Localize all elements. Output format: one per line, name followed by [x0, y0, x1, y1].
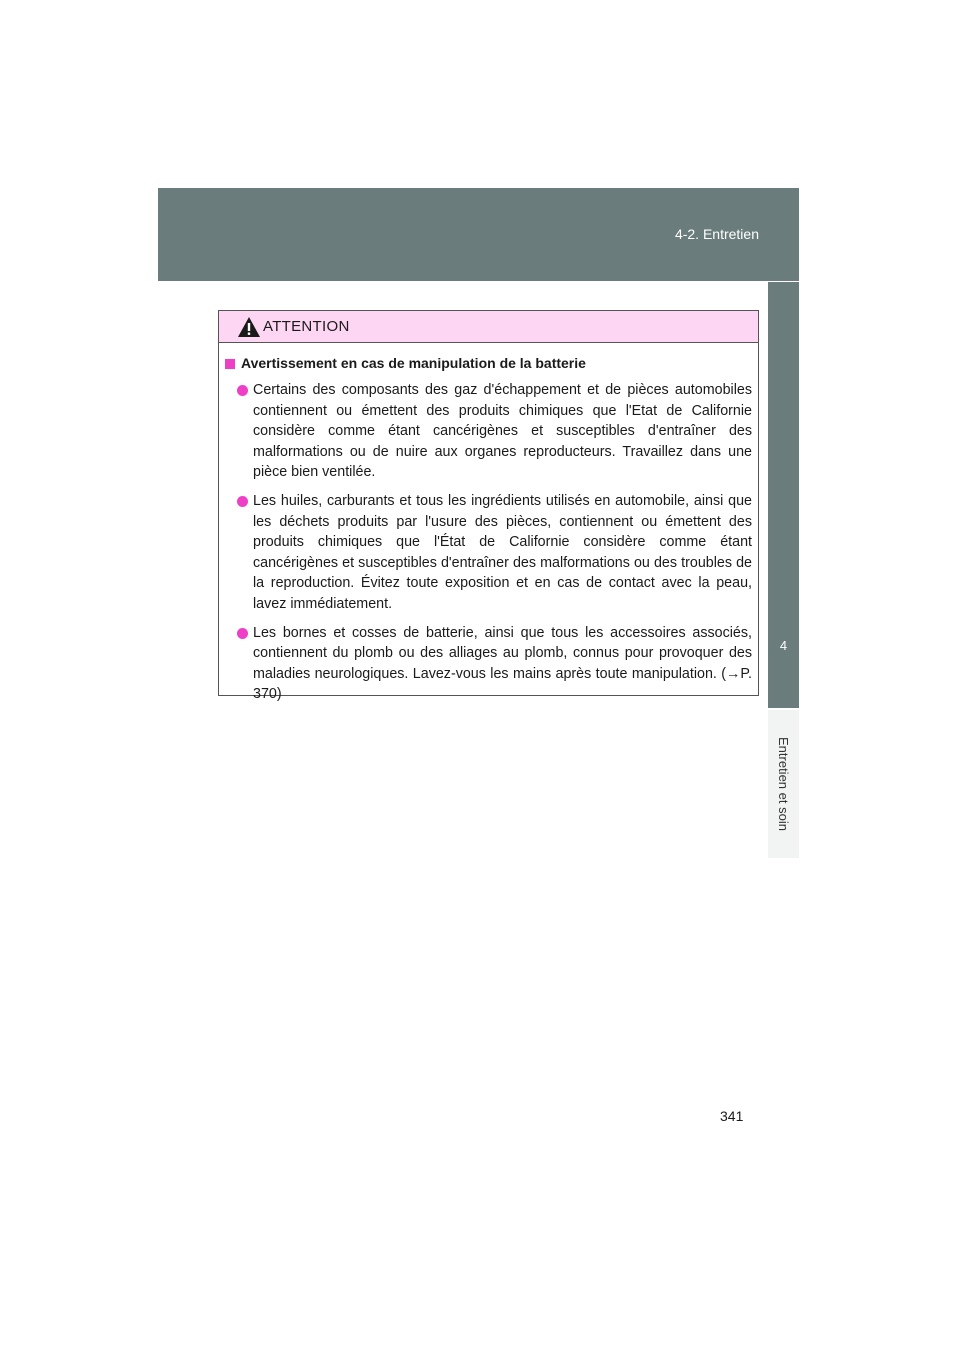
chapter-tab — [768, 282, 799, 708]
warning-triangle-icon — [237, 316, 261, 338]
bullet-icon — [237, 385, 248, 396]
list-item — [237, 491, 752, 615]
list-item-text: Certains des composants des gaz d'échappement et de pièces automobiles contiennent ou émettent des produits chimiques que l'Etat de Californie considère comme étant cancérigènes et susceptibles d'entraîner des malformations ou de nuire aux organes reproducteurs. Travaillez dans une pièce bien ventilée. — [253, 382, 752, 481]
chapter-title: Entretien et soin — [776, 737, 791, 831]
list-item-text: Les bornes et cosses de batterie, ainsi que tous les accessoires associés, contiennent du plomb ou des alliages au plomb, connus pour provoquer des maladies neurologiques. Lavez-vous les mains après toute manipulation. (→P. 370) — [253, 624, 752, 703]
attention-body — [219, 343, 758, 705]
list-item — [237, 380, 752, 483]
page-number: 341 — [720, 1108, 744, 1124]
header-band — [158, 188, 799, 281]
square-bullet-icon — [225, 359, 235, 369]
bullet-icon — [237, 496, 248, 507]
chapter-title-strip — [768, 710, 799, 858]
attention-subheading — [225, 353, 752, 374]
bullet-icon — [237, 628, 248, 639]
list-item — [237, 623, 752, 705]
chapter-number: 4 — [779, 638, 788, 653]
attention-title: ATTENTION — [263, 318, 350, 335]
list-item-text: Les huiles, carburants et tous les ingrédients utilisés en automobile, ainsi que les déchets produits par l'usure des pièces, contiennent ou émettent des produits chimiques que l'État de Californie considère comme étant cancérigènes et susceptibles d'entraîner des malformations ou des troubles de la reproduction. Évitez toute exposition et en cas de contact avec la peau, lavez immédiatement. — [253, 492, 752, 612]
subheading-text: Avertissement en cas de manipulation de la batterie — [241, 355, 586, 371]
attention-header — [219, 311, 758, 343]
attention-box — [218, 310, 759, 703]
section-label: 4-2. Entretien — [674, 226, 759, 242]
